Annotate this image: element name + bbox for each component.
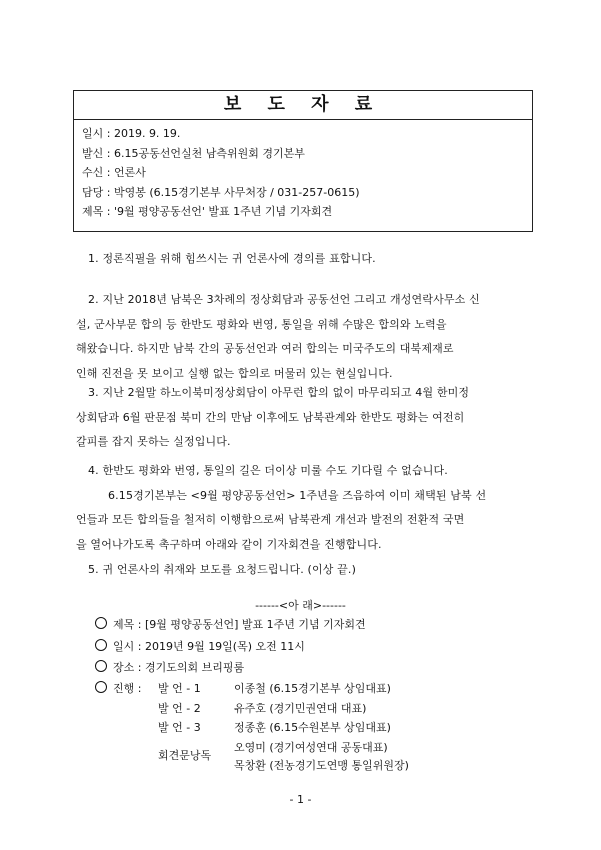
circle-bullet-icon	[95, 617, 107, 629]
header-contact: 담당 : 박영봉 (6.15경기본부 사무처장 / 031-257-0615)	[82, 185, 360, 199]
speaker-name: 정종훈 (6.15수원본부 상임대표)	[234, 721, 391, 734]
page-number: - 1 -	[289, 793, 312, 806]
reader-name: 오영미 (경기여성연대 공동대표)	[234, 741, 388, 754]
paragraph-5	[76, 558, 532, 583]
circle-bullet-icon	[95, 660, 107, 672]
paragraph-line: 상회담과 6월 판문점 북미 간의 만남 이후에도 남북관계와 한반도 평화는 여전히	[76, 410, 465, 424]
circle-bullet-icon	[95, 681, 107, 693]
paragraph-line: 갈피를 잡지 못하는 실정입니다.	[76, 435, 231, 448]
speaker-name: 유주호 (경기민권연대 대표)	[234, 702, 367, 715]
paragraph-line: 해왔습니다. 하지만 남북 간의 공동선언과 여러 합의는 미국주도의 대북제재로	[76, 342, 454, 355]
reading-role: 회견문낭독	[158, 749, 212, 762]
reader-name: 목창환 (전농경기도연맹 통일위원장)	[234, 759, 409, 772]
details-heading: ------<아 래>------	[255, 599, 346, 612]
paragraph-1	[76, 247, 532, 272]
paragraph-line: 6.15경기본부는 <9월 평양공동선언> 1주년을 즈음하여 이미 채택된 남북 선	[108, 488, 487, 502]
press-release-header-box	[73, 90, 533, 232]
header-sender: 발신 : 6.15공동선언실천 남측위원회 경기본부	[82, 146, 305, 160]
speaker-role: 발 언 - 1	[158, 682, 201, 695]
paragraph-line: 인해 진전을 못 보이고 실행 없는 합의로 머물러 있는 현실입니다.	[76, 366, 393, 380]
paragraph-line: 4. 한반도 평화와 번영, 통일의 길은 더이상 미룰 수도 기다릴 수 없습니다.	[88, 464, 448, 477]
header-date: 일시 : 2019. 9. 19.	[82, 127, 181, 140]
header-info	[74, 120, 532, 222]
circle-bullet-icon	[95, 639, 107, 651]
paragraph-line: 설, 군사부문 합의 등 한반도 평화와 번영, 통일을 위해 수많은 합의와 노력을	[76, 317, 447, 331]
detail-place: 장소 : 경기도의회 브리핑룸	[95, 659, 244, 675]
detail-program: 진행 :	[95, 680, 141, 696]
header-recipient: 수신 : 언론사	[82, 166, 146, 180]
document-title: 보 도 자 료	[74, 91, 532, 120]
paragraph-2	[76, 288, 532, 386]
detail-title: 제목 : [9월 평양공동선언] 발표 1주년 기념 기자회견	[95, 616, 366, 632]
paragraph-line: 1. 정론직필을 위해 힘쓰시는 귀 언론사에 경의를 표합니다.	[88, 252, 376, 265]
paragraph-line: 을 열어나가도록 촉구하며 아래와 같이 기자회견을 진행합니다.	[76, 537, 382, 551]
header-subject: 제목 : '9월 평양공동선언' 발표 1주년 기념 기자회견	[82, 205, 333, 219]
paragraph-4	[76, 459, 532, 557]
paragraph-line: 언들과 모든 합의들을 철저히 이행함으로써 남북관계 개선과 발전의 전환적 국면	[76, 513, 465, 526]
speaker-name: 이종철 (6.15경기본부 상임대표)	[234, 682, 391, 695]
detail-datetime: 일시 : 2019년 9월 19일(목) 오전 11시	[95, 638, 305, 654]
speaker-role: 발 언 - 2	[158, 702, 201, 715]
speaker-role: 발 언 - 3	[158, 721, 201, 734]
paragraph-line: 5. 귀 언론사의 취재와 보도를 요청드립니다. (이상 끝.)	[88, 563, 357, 576]
paragraph-3	[76, 381, 532, 455]
paragraph-line: 2. 지난 2018년 남북은 3차례의 정상회담과 공동선언 그리고 개성연락사무소 신	[88, 293, 480, 306]
paragraph-line: 3. 지난 2월말 하노이북미정상회담이 아무런 합의 없이 마무리되고 4월 한미정	[88, 386, 470, 399]
